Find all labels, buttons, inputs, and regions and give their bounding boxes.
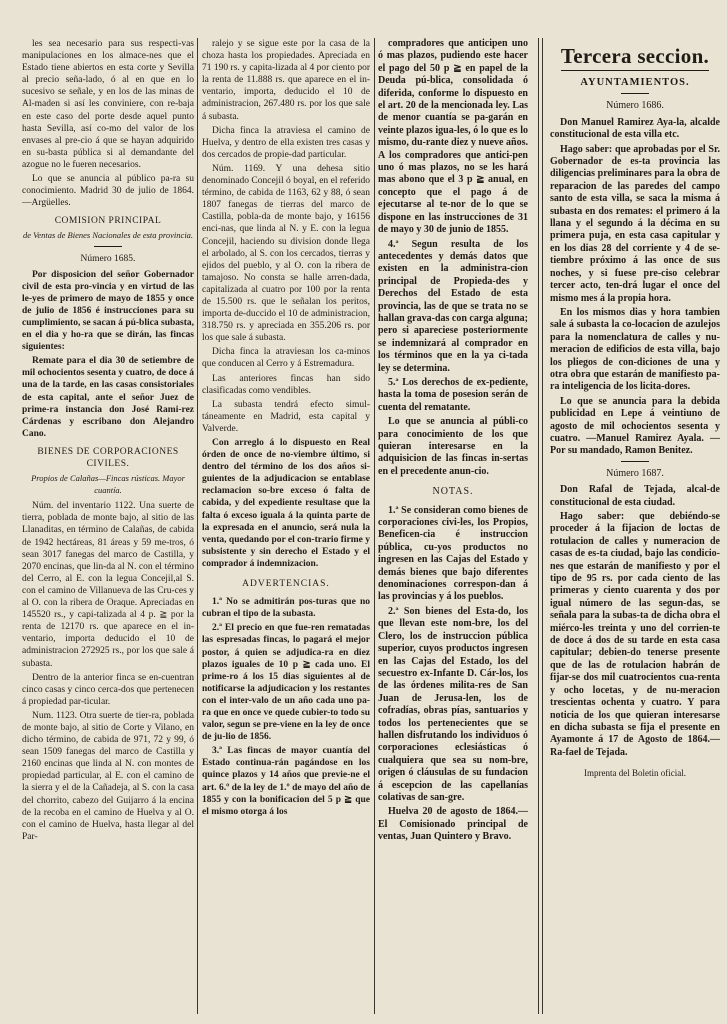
paragraph: Lo que se anuncia para la debida publicidad en Lepe á veintiuno de agosto de mil ochocientos sesenta y cuatro. —Manuel Ramirez Ayala. —Por su mandado, Ramon Benitez. [550, 395, 720, 457]
column-rule [374, 38, 375, 1014]
printer-imprint: Imprenta del Boletin oficial. [584, 768, 686, 779]
paragraph: Huelva 20 de agosto de 1864.—El Comisionado principal de ventas, Juan Quintero y Bravo. [378, 806, 528, 843]
section-title-text: Tercera seccion. [561, 44, 709, 71]
section-subheading: Propios de Calañas—Fincas rústicas. Mayor cuantía. [31, 473, 185, 496]
column-rule [542, 38, 543, 1014]
paragraph: Dentro de la anterior finca se en-cuentran cinco casas y cinco cerca-dos que pertenecen á propiedad par-ticular. [22, 672, 194, 707]
paragraph: Por disposicion del señor Gobernador civil de esta pro-vincia y en virtud de las le-yes de primero de mayo de 1855 y once de julio de 1856 é instrucciones para su cumplimiento, se sacan á pú-blica subasta, en el dia y ho-ra que se dirán, las fincas siguientes: [22, 269, 194, 353]
paragraph: 2.ª El precio en que fue-ren rematadas las espresadas fincas, lo pagará el mejor postor, á quien se adjudica-ra en diez plazos iguales de 10 p ≧ cada uno. El prime-ro á los 15 dias siguientes al de notificarse la adjudicacion y los restantes con el inter-valo de un año cada uno pa-ra que en once ve quede cubier-to todo su valor, segun se pre-viene en la ley de once de ju-lio de 1856. [202, 623, 370, 743]
paragraph: Hago saber: que aprobadas por el Sr. Gobernador de es-ta provincia las diligencias preliminares para la obra de reparacion de las paredes del campo santo de esta villa, se saca la misma á subasta en dos remates: el primero á la llana y el segundo á la décima en su primera puja, en esta casa capitular y en los dias 28 del corriente y 4 de se-tiembre próximo á las once de sus noches, y si fuese pre-ciso celebrar tercer acto, ten-drá lugar el once del mismo mes á la propia hora. [550, 143, 720, 304]
paragraph: ralejo y se sigue este por la casa de la choza hasta los propiedades. Apreciada en 71 190 rs. y capita-lizada al 4 por ciento por la renta de 11.888 rs. que aparece en el in-ventario, importa, deducido el 10 de administracion, 267.480 rs. por los que sale á subasta. [202, 39, 370, 122]
paragraph: Dicha finca la atraviesa el camino de Huelva, y dentro de ella existen tres casas y dos cercados de propie-dad particular. [202, 125, 370, 160]
section-heading: BIENES DE CORPORACIONES CIVILES. [37, 446, 179, 469]
paragraph: 5.ª Los derechos de ex-pediente, hasta la toma de posesion serán de cuenta del rematante. [378, 376, 528, 413]
notice-number: Número 1686. [606, 100, 664, 112]
notice-number: Número 1685. [80, 253, 136, 264]
divider [94, 246, 122, 247]
section-heading: AYUNTAMIENTOS. [580, 77, 690, 88]
paragraph: Don Rafal de Tejada, alcal-de constitucional de esta ciudad. [550, 484, 720, 508]
section-heading: COMISION PRINCIPAL [54, 216, 162, 227]
paragraph: 1.ª No se admitirán pos-turas que no cubran el tipo de la subasta. [202, 597, 370, 620]
divider [621, 93, 649, 94]
paragraph: 2.ª Son bienes del Esta-do, los que llevan este nom-bre, los del Clero, los de instruccion pública superior, cuyos productos ingresen en las Cajas del Estado, los del secuestro ex-Infante D. Cár-los, los de las órdenes milita-res de San Juan de Jerusa-len, los de cofradías, obras pías, santuarios y todos los pertenecientes que se hallen disfrutando los individuos ó corporaciones eclesiásticas ó cualquiera que sea su nom-bre, origen ó cláusulas de su fundacion á escepcion de las capellanías colativas de san-gre. [378, 605, 528, 803]
paragraph: Núm. del inventario 1122. Una suerte de tierra, poblada de monte bajo, al sitio de las Llanaditas, en término de Calañas, de cabida de 1942 hectáreas, 81 áreas y 59 me-tros, ó sean 3017 fanegas del marco de Castilla, y 2070 encinas, que lin-da al N. con el término del Cerro, al E. con la legua Concejil,al S. con el camino de Villanueva de las Cru-ces y al O. con la ribera de Oraque. Apreciadas en 145520 rs., y capi-talizada al 4 p. ≧ por la renta de 12170 rs. que aparece en el in-ventario, importa deducido el 10 de administracion 272925 rs., por los que sale á subasta. [22, 501, 194, 669]
paragraph: Num. 1123. Otra suerte de tier-ra, poblada de monte bajo, al sitio de Corte y Vilano, en dicho término, de cabida de 971, 72 y 99, ó sean 1509 fanegas del marco de Castilla y 2160 encinas que linda al N. con montes de propiedad particular, al E. con el camino de la sierra y el de la Cañadeja, al S. con la casa del chorrito, cabezo del Guijarro á la encina de la recoba en el camino de Huelva y al O. con el camino de Huelva, hasta llegar al del Par- [22, 710, 194, 842]
paragraph: Con arreglo á lo dispuesto en Real órden de once de no-viembre último, si dentro del término de los dos años si-guientes de la adjudicacion se entablase reclamacion so-bre exceso ó falta de cabida, y del expediente resultase que la falta ó exceso iguala á la quinta parte de la expresada en el anuncio, será nula la venta, quedando por el con-trario firme y subsistente y sin derecho el Estado y el comprador á indemnizacion. [202, 438, 370, 569]
column-1 [22, 38, 194, 1016]
paragraph: Lo que se anuncia al públi-co para conocimiento de los que quieran interesarse en la adquisicion de las fincas in-sertas en el precedente anun-cio. [378, 416, 528, 477]
notice-number: Número 1687. [606, 467, 664, 479]
section-subheading: de Ventas de Bienes Nacionales de esta provincia. [22, 230, 194, 241]
paragraph: 4.ª Segun resulta de los antecedentes y demás datos que existen en la administra-cion principal de Propieda-des y Derechos del Estado de esta provincia, las de que se trata no se hallan grava-das con carga alguna; pero si apareciese posteriormente se indemnizará al comprador en los términos que en la ya ci-tada ley se determina. [378, 238, 528, 374]
column-4 [550, 38, 720, 1016]
column-3 [378, 38, 528, 1016]
paragraph: les sea necesario para sus respecti-vas manipulaciones en los almace-nes que el Estado tiene abiertos en esta corte y Sevilla al precio seña-lado, ó al en que en lo sucesivo se señale, y en los de las minas de Al-maden si así les conviniere, con re-baja en este caso del porte desde aquel punto hasta Sevilla, así co-mo del valor de los envases al pre-cio á que se hayan adquirido en su-basta pública si al demandante del azogue no le fueren necesarios. [22, 39, 194, 170]
column-2 [202, 38, 370, 1016]
column-rule [197, 38, 198, 1014]
paragraph: En los mismos dias y hora tambien sale á subasta la co-locacion de azulejos para la nomenclatura de calles y nu-meracion de edificios de esta villa, bajo los pliegos de con-diciones de una y otra obra que estarán de manifiesto pa-ra inteligencia de los licita-dores. [550, 306, 720, 393]
paragraph: Núm. 1169. Y una dehesa sitio denominado Concejil ó boyal, en el referido término, de cabida de 1163, 62 y 88, ó sean 1807 fanegas de tierras del marco de Castilla, pobla-da de monte bajo, y 16156 enci-nas, que linda al N. y E. con la legua Concejil, haciendo su division donde llega el arbolado, al S. con los cercados, tierras y ejidos del pueblo, y al O. con la ribera de tamajoso. No consta se halle arren-dada, capitalizada al cuatro por 100 por la renta de 15.500 rs. que le señalan los peritos, importa de-duccido el 10 de administracion, 318.750 rs. y apreciada en 355.206 rs. por los que sale á subasta. [202, 163, 370, 344]
column-rule [538, 38, 539, 1014]
section-title [550, 44, 720, 71]
paragraph: compradores que anticipen uno ó mas plazos, pudiendo este hacer el pago del 50 p ≧ en papel de la Deuda pú-blica, consolidada ó diferida, conforme lo dispuesto en el art. 20 de la mencionada ley. Las de menor cuantía se pa-garán en veinte plazos igua-les, ó lo que es lo mismo, du-rante diez y nueve años. A los compradores que antici-pen uno ó mas plazos, no se les hará mas abono que el 3 p ≧ anual, en concepto que el pago á de ejecutarse al te-nor de lo que se dispone en las instrucciones de 31 de mayo y 30 de junio de 1855. [378, 38, 528, 236]
paragraph: Remate para el dia 30 de setiembre de mil ochocientos sesenta y cuatro, de doce á una de la tarde, en las casas consistoriales de esta capital, ante el señor Juez de prime-ra instancia don José Rami-rez Cárdenas y escribano don Alejandro Cano. [22, 356, 194, 439]
paragraph: Las anteriores fincas han sido clasificadas como vendibles. [202, 373, 370, 396]
paragraph: 1.ª Se consideran como bienes de corporaciones civi-les, los Propios, Beneficen-cia é instruccion pública, cu-yos productos no ingresen en las Cajas del Estado y demás bienes que bajo diferentes denominaciones correspon-dan á las provincias y á los pueblos. [378, 504, 528, 603]
paragraph: Lo que se anuncia al público pa-ra su conocimiento. Madrid 30 de julio de 1864.—Argüelles. [22, 174, 194, 209]
paragraph: 3.ª Las fincas de mayor cuantía del Estado continua-rán pagándose en los quince plazos y 14 años que previe-ne el art. 6.º de la ley de 1.º de mayo del año de 1855 y con la bonificacion del 5 p ≧ que el mismo otorga á los [202, 746, 370, 817]
section-heading: ADVERTENCIAS. [242, 579, 330, 590]
paragraph: Hago saber: que debiéndo-se proceder á la fijacion de loctas de rotulacion de calles y numeracion de casas de es-ta ciudad, bajo las condicio-nes que estarán de manifiesto y por el tipo de 95 rs. por cada ciento de las primeras y ciento cuarenta y dos por igual número de las segun-das, se señala para la subas-ta de dicha obra el miérco-les treinta y uno del corrien-te de doce á dos de su tarde en esta casa capitular; debien-do tenerse presente que de las de rotulacion habrán de fijar-se dos mil cuatrocientos cua-renta y ocho locetas, y de nu-meracion trescientas ochenta y cuatro. Y para noticia de los que quieran interesarse en dicha subasta se fija el presente en Ayamonte á 17 de Agosto de 1864.—Ra-fael de Tejada. [550, 511, 720, 758]
divider [621, 461, 649, 462]
paragraph: Dicha finca la atraviesan los ca-minos que conducen al Cerro y á Estremadura. [202, 347, 370, 370]
paragraph: La subasta tendrá efecto simul-táneamente en Madrid, esta capital y Valverde. [202, 399, 370, 434]
section-heading: NOTAS. [432, 486, 474, 498]
paragraph: Don Manuel Ramirez Aya-la, alcalde constitucional de esta villa etc. [550, 116, 720, 141]
